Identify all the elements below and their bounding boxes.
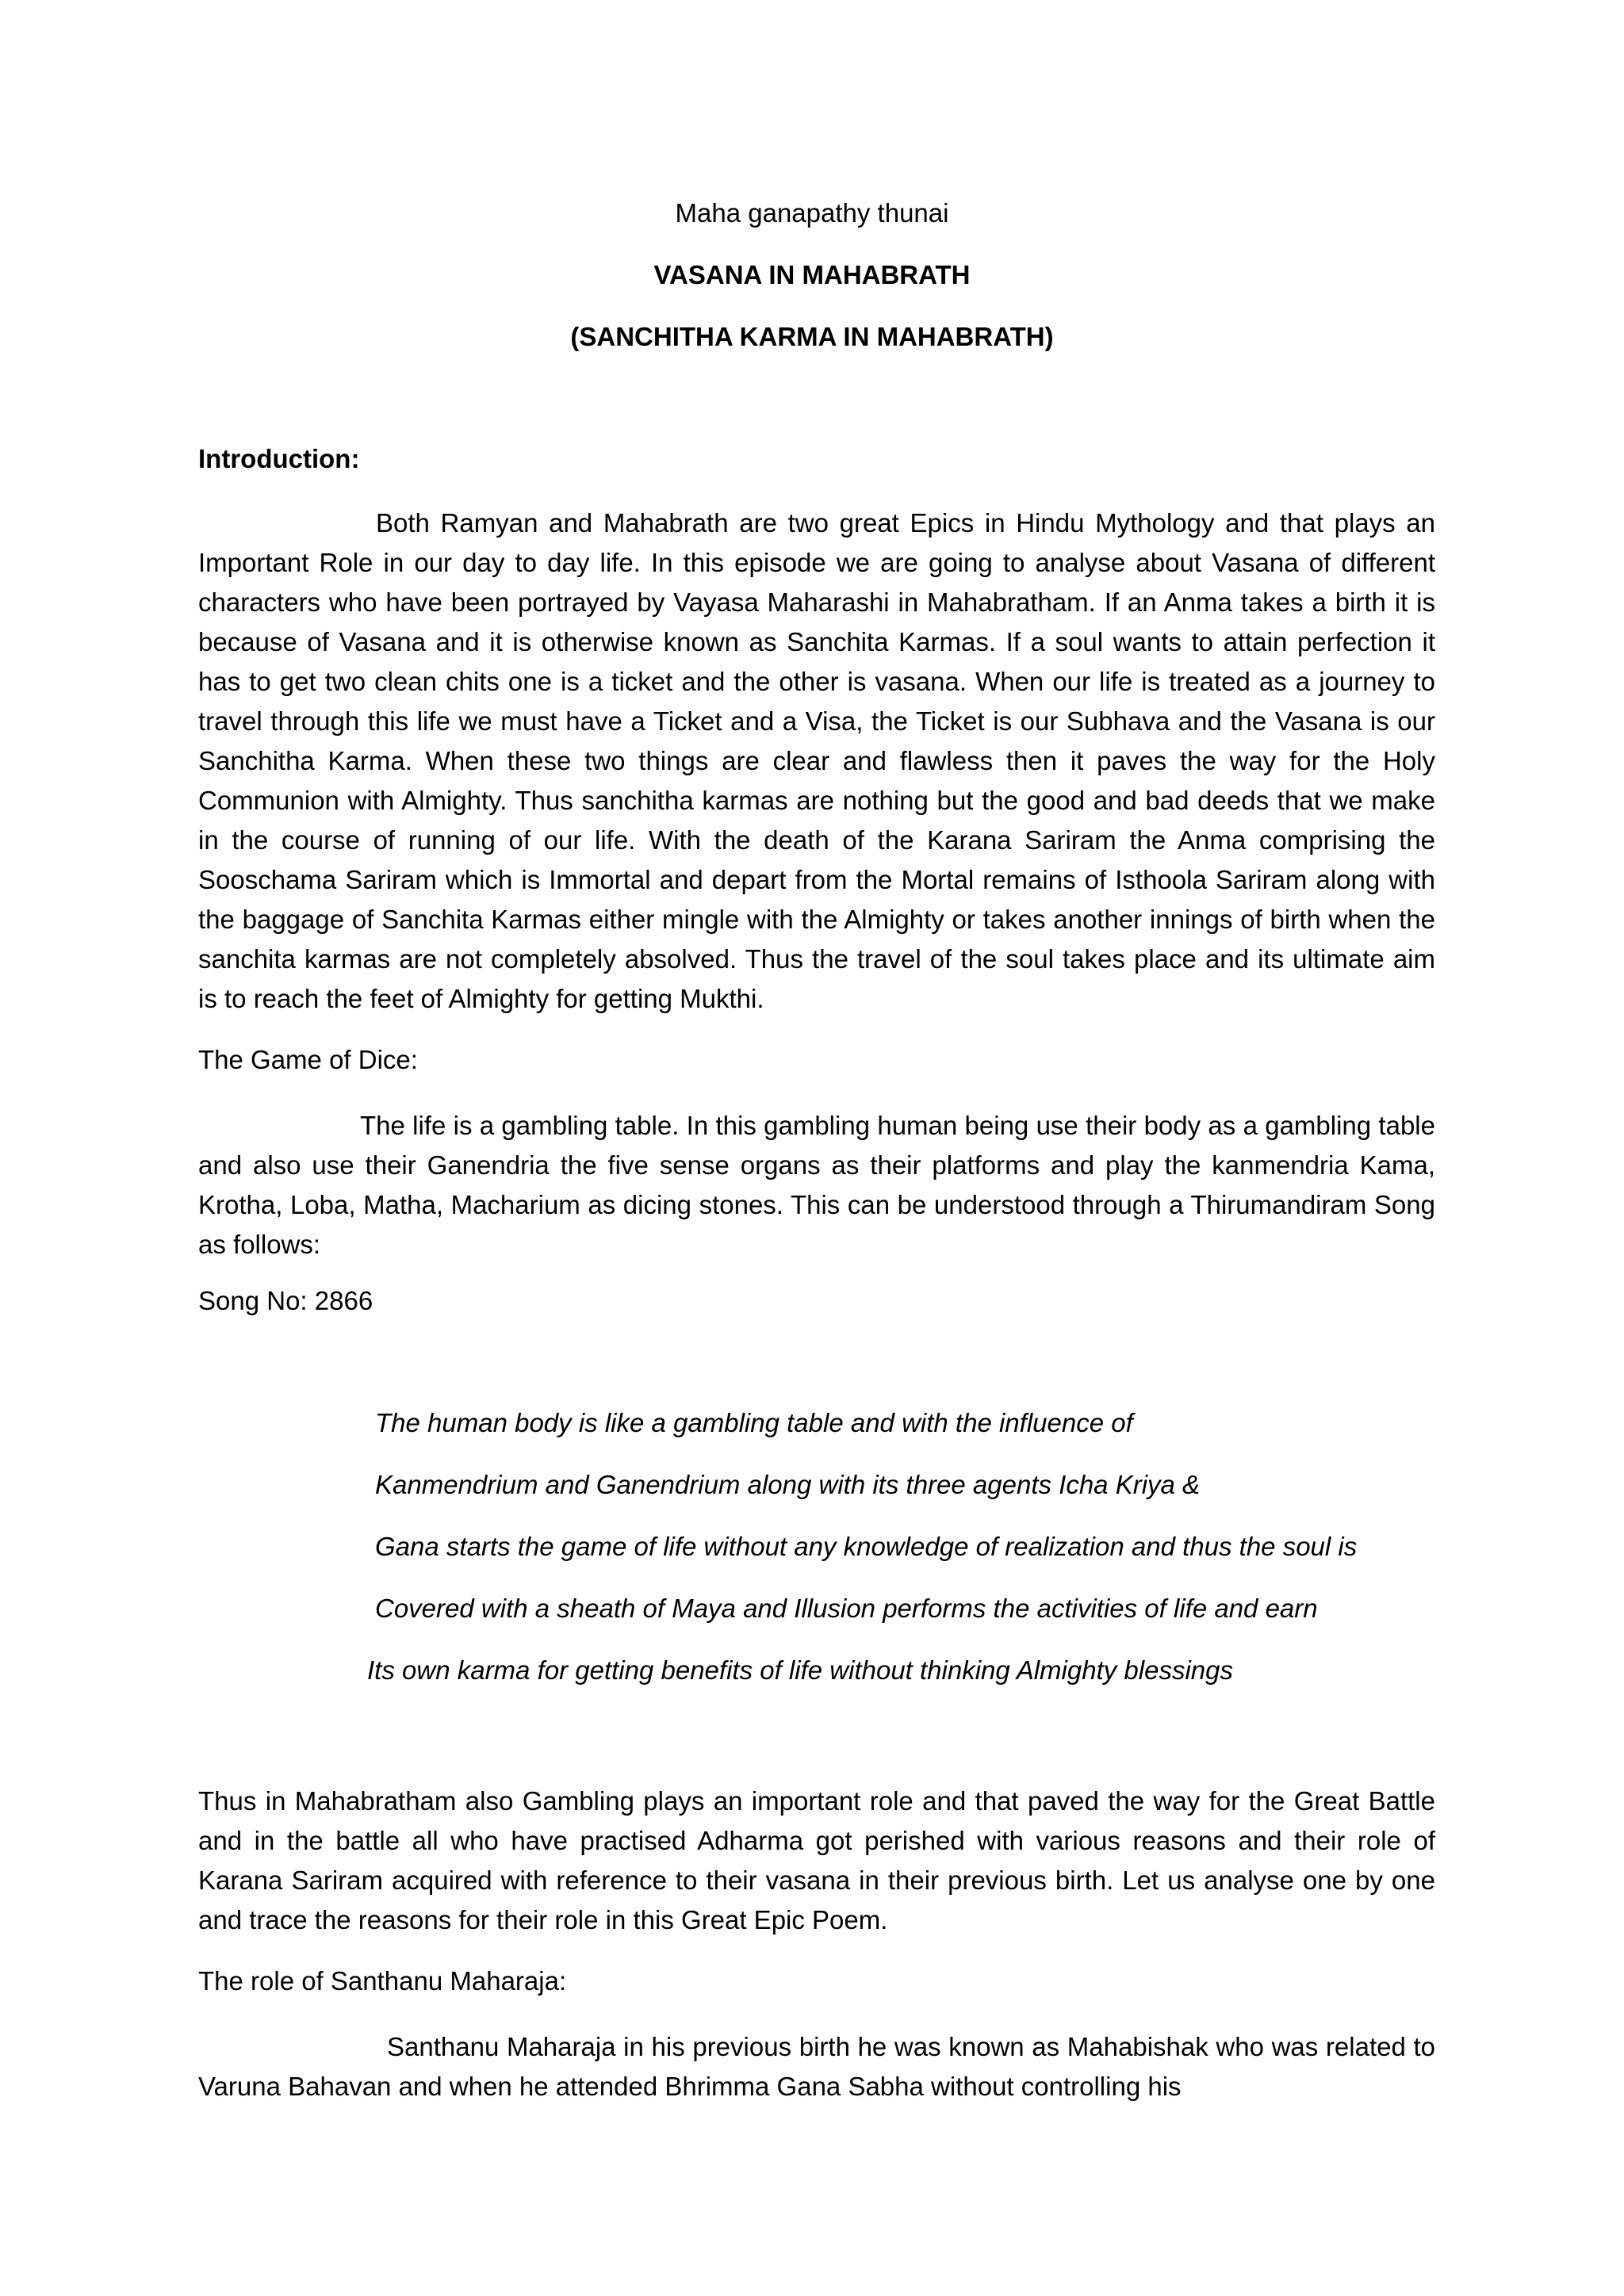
song-line-2: Kanmendrium and Ganendrium along with its three agents Icha Kriya & [375,1470,1201,1499]
introduction-heading: Introduction: [198,444,360,473]
document-title: VASANA IN MAHABRATH [653,260,971,289]
document-subtitle: (SANCHITHA KARMA IN MAHABRATH) [570,322,1054,351]
song-line-1: The human body is like a gambling table and with the influence of [375,1408,1133,1437]
song-line-5: Its own karma for getting benefits of life without thinking Almighty blessings [367,1655,1233,1685]
introduction-paragraph: Both Ramyan and Mahabrath are two great Epics in Hindu Mythology and that plays an Important Role in our day to day life. In this episode we are going to analyse about Vasana of different characters who have been portrayed by Vayasa Maharashi in Mahabratham. If an Anma takes a birth it is because of Vasana and it is otherwise known as Sanchita Karmas. If a soul wants to attain perfection it has to get two clean chits one is a ticket and the other is vasana. When our life is treated as a journey to travel through this life we must have a Ticket and a Visa, the Ticket is our Subhava and the Vasana is our Sanchitha Karma. When these two things are clear and flawless then it paves the way for the Holy Communion with Almighty. Thus sanchitha karmas are nothing but the good and bad deeds that we make in the course of running of our life. With the death of the Karana Sariram the Anma comprising the Sooschama Sariram which is Immortal and depart from the Mortal remains of Isthoola Sariram along with the baggage of Sanchita Karmas either mingle with the Almighty or takes another innings of birth when the sanchita karmas are not completely absolved. Thus the travel of the soul takes place and its ultimate aim is to reach the feet of Almighty for getting Mukthi. [198,508,1435,1013]
song-line-3: Gana starts the game of life without any knowledge of realization and thus the soul is [375,1532,1358,1561]
santhanu-paragraph: Santhanu Maharaja in his previous birth he was known as Mahabishak who was related to Varuna Bahavan and when he attended Bhrimma Gana Sabha without controlling his [198,2032,1435,2101]
song-line-4: Covered with a sheath of Maya and Illusion performs the activities of life and earn [375,1594,1318,1623]
santhanu-heading: The role of Santhanu Maharaja: [198,1966,567,1996]
song-number: Song No: 2866 [198,1286,373,1315]
dice-heading: The Game of Dice: [198,1045,418,1074]
gambling-paragraph: Thus in Mahabratham also Gambling plays an important role and that paved the way for the Great Battle and in the battle all who have practised Adharma got perished with various reasons and their role of Karana Sariram acquired with reference to their vasana in their previous birth. Let us analyse one by one and trace the reasons for their role in this Great Epic Poem. [198,1786,1435,1934]
invocation-line: Maha ganapathy thunai [675,198,949,228]
dice-paragraph: The life is a gambling table. In this gambling human being use their body as a gambling table and also use their Ganendria the five sense organs as their platforms and play the kanmendria Kama, Krotha, Loba, Matha, Macharium as dicing stones. This can be understood through a Thirumandiram Song as follows: [198,1111,1435,1259]
